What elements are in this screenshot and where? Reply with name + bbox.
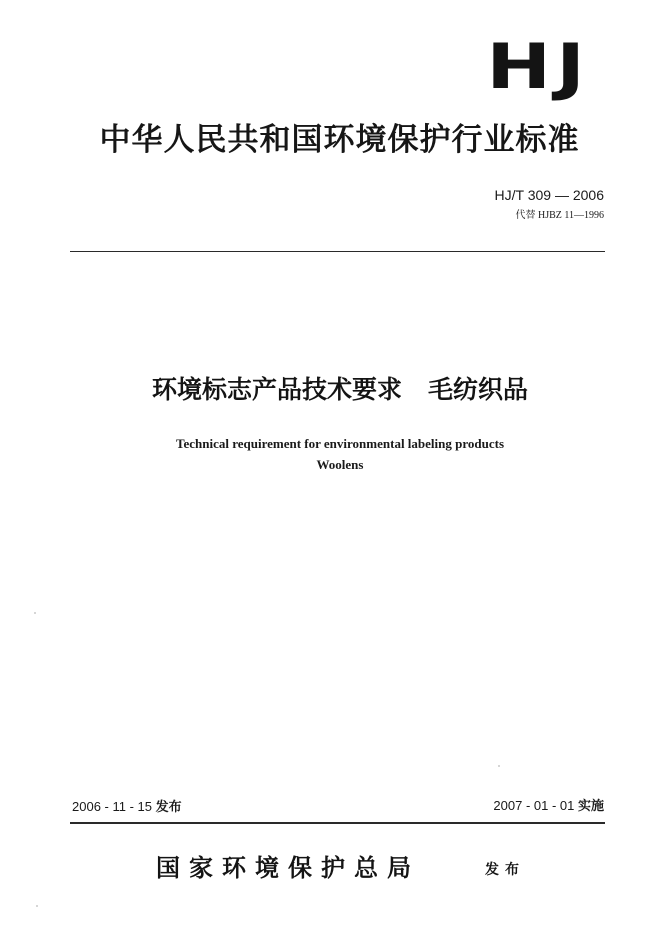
top-divider — [70, 251, 605, 252]
bottom-divider — [70, 822, 605, 824]
document-title-english-line1: Technical requirement for environmental labeling products — [175, 436, 505, 451]
implement-date: 2007 - 01 - 01 — [493, 798, 575, 813]
implement-date-block — [493, 797, 604, 816]
replaces-note: 代替 HJBZ 11—1996 — [515, 210, 604, 221]
publish-label: 发布 — [485, 862, 525, 878]
issue-date-block — [72, 798, 182, 817]
standard-number: HJ/T 309 — 2006 — [494, 187, 604, 203]
scan-speck — [498, 765, 500, 767]
issue-date: 2006 - 11 - 15 — [72, 799, 152, 814]
scan-speck — [34, 612, 36, 614]
scan-speck — [36, 905, 38, 907]
document-title-english-line2: Woolens — [316, 457, 364, 472]
hj-logo: HJ — [486, 30, 590, 103]
standard-category-title: 中华人民共和国环境保护行业标准 — [99, 122, 580, 158]
document-title-chinese: 环境标志产品技术要求 毛纺织品 — [151, 375, 529, 404]
implement-label: 实施 — [577, 799, 604, 814]
issue-label: 发布 — [155, 800, 182, 815]
issuing-authority: 国家环境保护总局 — [156, 854, 420, 882]
